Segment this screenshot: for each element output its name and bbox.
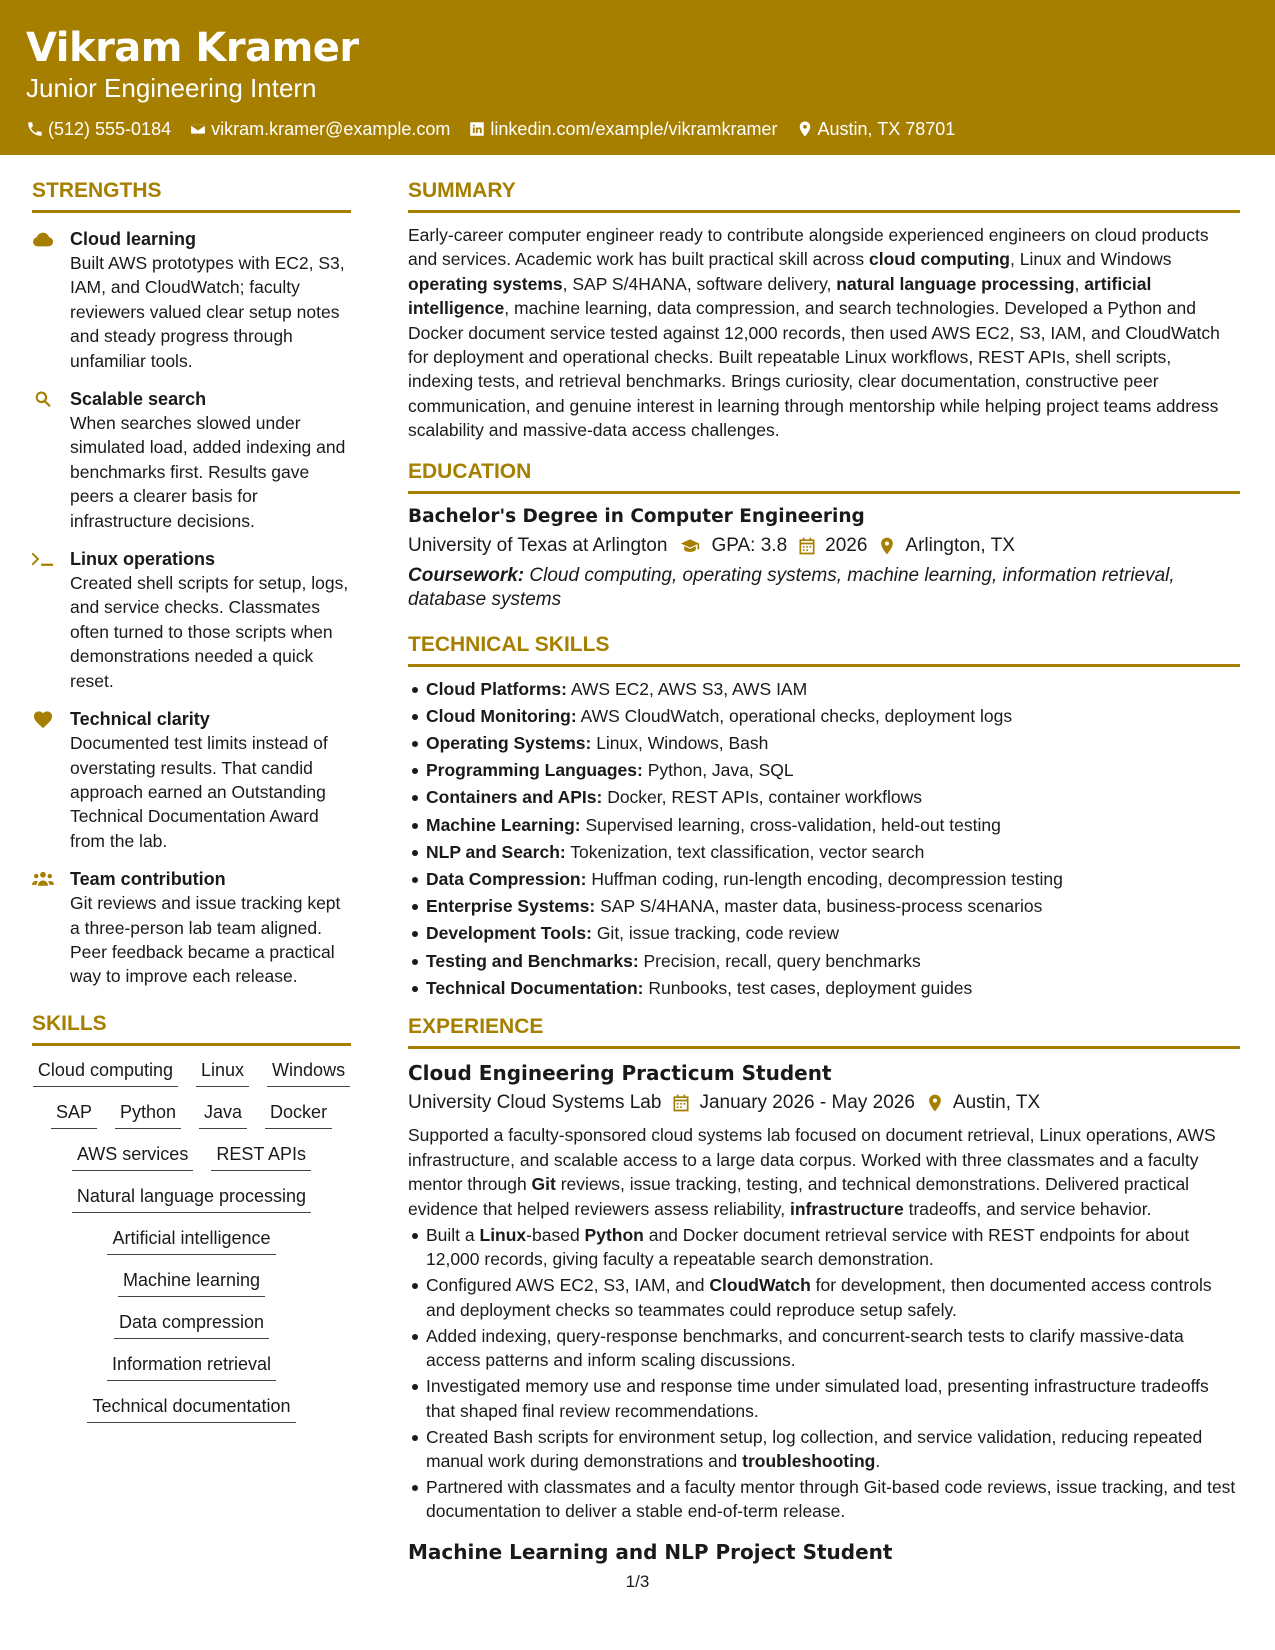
skills-list (32, 1058, 351, 1423)
technical-skills-list (408, 677, 1240, 1001)
technical-skills-heading: TECHNICAL SKILLS (408, 632, 1240, 667)
strength-item (32, 387, 351, 533)
skill-chip: Python (115, 1100, 181, 1129)
technical-skill-item: Operating Systems: Linux, Windows, Bash (426, 731, 1240, 755)
job-bullet: Partnered with classmates and a faculty mentor through Git-based code reviews, issue tracking, and test documentation to deliver a stable end-of-term release. (426, 1475, 1240, 1524)
cloud-icon (32, 229, 54, 249)
skill-chip: Windows (267, 1058, 350, 1087)
map-marker-icon (877, 536, 897, 556)
strength-item (32, 707, 351, 853)
graduation-cap-icon (677, 536, 703, 556)
technical-skill-item: Data Compression: Huffman coding, run-length encoding, decompression testing (426, 867, 1240, 891)
skill-chip: Artificial intelligence (107, 1226, 275, 1255)
strength-item (32, 227, 351, 373)
skills-row (32, 1184, 351, 1213)
skill-chip: Natural language processing (72, 1184, 311, 1213)
degree-title: Bachelor's Degree in Computer Engineering (408, 505, 865, 527)
job-bullets (408, 1223, 1240, 1524)
job-bullet: Created Bash scripts for environment setup, log collection, and service validation, reducing repeated manual work during demonstrations and troubleshooting. (426, 1425, 1240, 1474)
technical-skill-item: NLP and Search: Tokenization, text classification, vector search (426, 840, 1240, 864)
strength-item (32, 547, 351, 693)
job-bullet: Added indexing, query-response benchmarks, and concurrent-search tests to clarify massive-data access patterns and inform scaling discussions. (426, 1324, 1240, 1373)
envelope-icon (189, 120, 207, 138)
education-heading: EDUCATION (408, 459, 1240, 494)
page-number: 1/3 (625, 1572, 650, 1591)
skills-row (32, 1058, 351, 1087)
skill-chip: Data compression (114, 1310, 269, 1339)
strength-description: Created shell scripts for setup, logs, and service checks. Classmates often turned to those scripts when demonstrations needed a quick reset. (70, 573, 349, 691)
skill-chip: Technical documentation (87, 1394, 295, 1423)
map-marker-icon (796, 120, 814, 138)
technical-skill-item: Cloud Monitoring: AWS CloudWatch, operational checks, deployment logs (426, 704, 1240, 728)
skills-row (32, 1226, 351, 1255)
technical-skill-item: Enterprise Systems: SAP S/4HANA, master data, business-process scenarios (426, 894, 1240, 918)
job-bullet: Built a Linux-based Python and Docker document retrieval service with REST endpoints for about 12,000 records, giving faculty a repeatable search demonstration. (426, 1223, 1240, 1272)
strength-title: Linux operations (70, 549, 216, 570)
graduation-year: 2026 (825, 534, 868, 556)
summary-text: Early-career computer engineer ready to contribute alongside experienced engineers on cloud products and services. Academic work has built practical skill across cloud computing, Linux and Windows operating systems, SAP S/4HANA, software delivery, natural language processing, artificial intelligence, machine learning, data compression, and search technologies. Developed a Python and Docker document service tested against 12,000 records, then used AWS EC2, S3, IAM, and CloudWatch for deployment and operational checks. Built repeatable Linux workflows, REST APIs, shell scripts, indexing tests, and retrieval benchmarks. Brings curiosity, clear documentation, constructive peer communication, and genuine interest in learning through mentorship while helping project teams address scalability and massive-data access challenges. (408, 225, 1220, 441)
contact-phone[interactable]: (512) 555-0184 (26, 118, 171, 140)
job-title: Machine Learning and NLP Project Student (408, 1539, 893, 1564)
strength-title: Team contribution (70, 869, 226, 890)
skills-row (32, 1310, 351, 1339)
school-location: Arlington, TX (905, 534, 1015, 556)
terminal-icon (32, 549, 54, 569)
skills-row (32, 1142, 351, 1171)
technical-skill-item: Containers and APIs: Docker, REST APIs, container workflows (426, 785, 1240, 809)
education-meta (408, 532, 1240, 560)
skill-chip: SAP (51, 1100, 97, 1129)
contact-linkedin[interactable]: linkedin.com/example/vikramkramer (468, 118, 777, 140)
contact-bar (26, 118, 1249, 140)
technical-skill-item: Technical Documentation: Runbooks, test cases, deployment guides (426, 976, 1240, 1000)
job-org: University Cloud Systems Lab (408, 1092, 662, 1114)
skills-row (32, 1268, 351, 1297)
strength-title: Scalable search (70, 389, 207, 410)
skill-chip: AWS services (72, 1142, 193, 1171)
search-icon (32, 389, 54, 409)
technical-skill-item: Programming Languages: Python, Java, SQL (426, 758, 1240, 782)
strength-title: Technical clarity (70, 709, 210, 730)
left-column (32, 178, 351, 1436)
skills-heading: SKILLS (32, 1011, 351, 1046)
job-location: Austin, TX (952, 1092, 1041, 1114)
job-meta (408, 1089, 1240, 1117)
skill-chip: Docker (265, 1100, 332, 1129)
calendar-icon (671, 1093, 691, 1113)
technical-skill-item: Cloud Platforms: AWS EC2, AWS S3, AWS IAM (426, 677, 1240, 701)
skills-row (32, 1100, 351, 1129)
skill-chip: Java (199, 1100, 247, 1129)
summary-heading: SUMMARY (408, 178, 1240, 213)
candidate-name: Vikram Kramer (26, 25, 359, 71)
map-marker-icon (925, 1093, 945, 1113)
school-name: University of Texas at Arlington (408, 534, 668, 556)
strength-title: Cloud learning (70, 229, 196, 249)
skill-chip: Cloud computing (33, 1058, 178, 1087)
right-column (408, 178, 1240, 1566)
job-bullet: Investigated memory use and response time under simulated load, presenting infrastructure tradeoffs that shaped final review recommendations. (426, 1374, 1240, 1423)
skills-row (32, 1394, 351, 1423)
skill-chip: REST APIs (211, 1142, 311, 1171)
calendar-icon (797, 536, 817, 556)
skill-chip: Linux (196, 1058, 249, 1087)
resume-header (0, 0, 1275, 155)
strength-description: Git reviews and issue tracking kept a three-person lab team aligned. Peer feedback became a practical way to improve each release. (70, 893, 341, 987)
strengths-list (32, 227, 351, 989)
candidate-role: Junior Engineering Intern (26, 73, 317, 103)
job-title: Cloud Engineering Practicum Student (408, 1061, 832, 1086)
coursework: Coursework: Cloud computing, operating systems, machine learning, information retrieval, database systems (408, 564, 1175, 610)
strength-description: Built AWS prototypes with EC2, S3, IAM, and CloudWatch; faculty reviewers valued clear setup notes and steady progress through unfamiliar tools. (70, 253, 345, 371)
heart-icon (32, 709, 54, 729)
technical-skill-item: Testing and Benchmarks: Precision, recall, query benchmarks (426, 949, 1240, 973)
users-icon (32, 869, 54, 889)
skills-row (32, 1352, 351, 1381)
gpa: GPA: 3.8 (711, 534, 788, 556)
skill-chip: Machine learning (118, 1268, 265, 1297)
strength-description: When searches slowed under simulated load, added indexing and benchmarks first. Results gave peers a clearer basis for infrastructure decisions. (70, 413, 346, 531)
contact-location: Austin, TX 78701 (796, 118, 956, 140)
phone-icon (26, 120, 44, 138)
strength-item (32, 867, 351, 989)
contact-email[interactable]: vikram.kramer@example.com (189, 118, 450, 140)
job-summary: Supported a faculty-sponsored cloud systems lab focused on document retrieval, Linux operations, AWS infrastructure, and scalable access to a large data corpus. Worked with three classmates and a faculty mentor through Git reviews, issue tracking, testing, and technical demonstrations. Delivered practical evidence that helped reviewers assess reliability, infrastructure tradeoffs, and service behavior. (408, 1125, 1216, 1219)
experience-heading: EXPERIENCE (408, 1014, 1240, 1049)
job-dates: January 2026 - May 2026 (699, 1092, 915, 1114)
skill-chip: Information retrieval (107, 1352, 276, 1381)
strength-description: Documented test limits instead of overstating results. That candid approach earned an Outstanding Technical Documentation Award from the lab. (70, 733, 328, 851)
linkedin-icon (468, 120, 486, 138)
technical-skill-item: Machine Learning: Supervised learning, cross-validation, held-out testing (426, 813, 1240, 837)
technical-skill-item: Development Tools: Git, issue tracking, code review (426, 921, 1240, 945)
job-bullet: Configured AWS EC2, S3, IAM, and CloudWatch for development, then documented access controls and deployment checks so teammates could reproduce setup safely. (426, 1273, 1240, 1322)
strengths-heading: STRENGTHS (32, 178, 351, 213)
